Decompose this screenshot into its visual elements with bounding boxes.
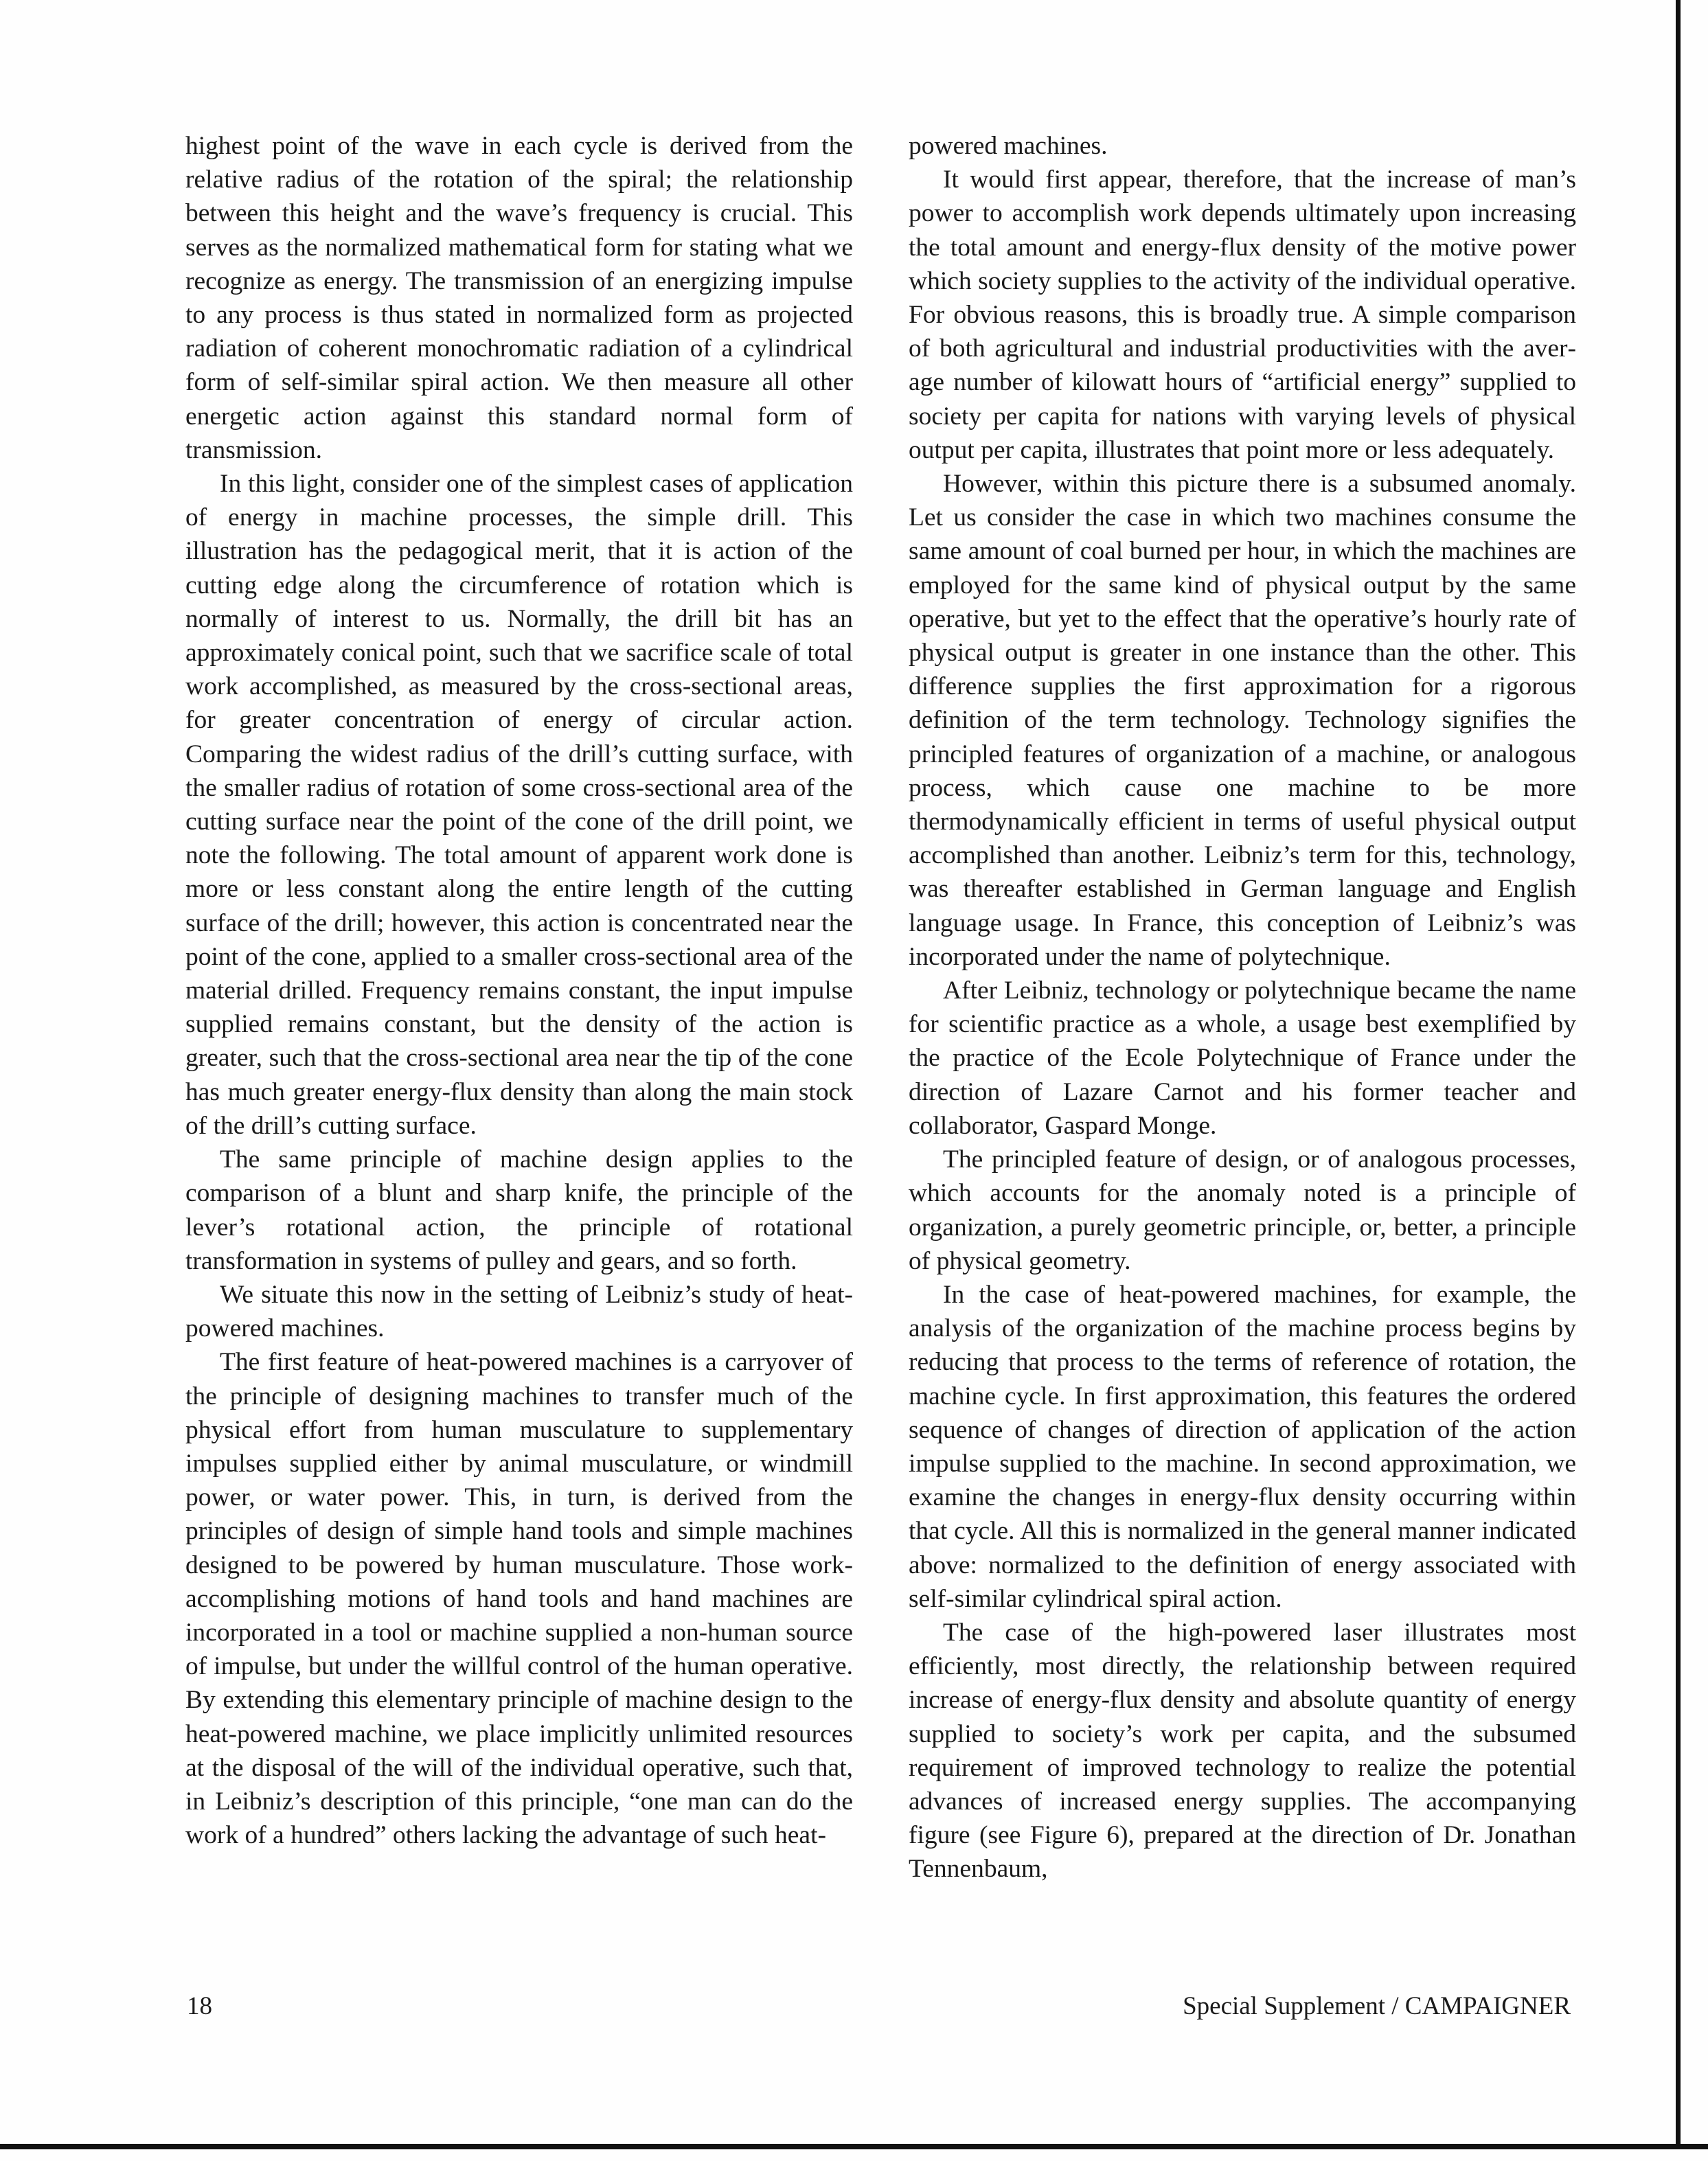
paragraph: We situate this now in the setting of Leibniz’s study of heat-powered machines. bbox=[185, 1280, 853, 1343]
paragraph: In the case of heat-powered machines, for example, the analysis of the organization of the machine process begins by reducing that process to the terms of reference of rotation, the machine cycle. In first approximation, this features the ordered sequence of changes of direction of application of the action impulse supplied to the machine. In second approximation, we examine the changes in energy-flux density occurring within that cycle. All this is normalized in the general manner indicated above: normalized to the definition of energy associated with self-similar cylindrical spiral action. bbox=[909, 1280, 1576, 1613]
paragraph: However, within this picture there is a subsumed anomaly. Let us consider the case in which two machines consume the same amount of coal burned per hour, in which the machines are employed for the same kind of physical output by the same operative, but yet to the effect that the operative’s hourly rate of physical output is greater in one instance than the other. This difference supplies the first approximation for a rigorous definition of the term technology. Technology signifies the principled features of organization of a machine, or analogous process, which cause one machine to be more thermodynamically efficient in terms of useful physical output accomplished than another. Leibniz’s term for this, technology, was thereafter established in German language and English language usage. In France, this conception of Leibniz’s was incorporated under the name of polytechnique. bbox=[909, 470, 1576, 971]
right-text-column bbox=[909, 129, 1576, 1886]
paragraph: It would first appear, therefore, that the increase of man’s power to accomplish work depends ultimately upon increasing the total amount and energy-flux density of the motive power which society supplies to the activity of the individual operative. For obvious reasons, this is broadly true. A simple comparison of both agricultural and industrial productivities with the average number of kilowatt hours of “artificial energy” supplied to society per capita for nations with varying levels of physical output per capita, illustrates that point more or less adequately. bbox=[909, 165, 1576, 464]
paragraph: The principled feature of design, or of analogous processes, which accounts for the anomaly noted is a principle of organization, a purely geometric principle, or, better, a principle of physical geometry. bbox=[909, 1145, 1576, 1275]
page-number: 18 bbox=[187, 1992, 212, 2020]
right-edge-rule bbox=[1676, 0, 1681, 2149]
paragraph: The same principle of machine design applies to the comparison of a blunt and sharp knife, the principle of the lever’s rotational action, the principle of rotational transformation in systems of pulley and gears, and so forth. bbox=[185, 1145, 853, 1275]
paragraph: The first feature of heat-powered machines is a carryover of the principle of designing machines to transfer much of the physical effort from human musculature to supplementary impulses supplied either by animal musculature, or windmill power, or water power. This, in turn, is derived from the principles of design of simple hand tools and simple machines designed to be powered by human musculature. Those work-accomplishing motions of hand tools and hand machines are incorporated in a tool or machine supplied a non-human source of impulse, but under the willful control of the human operative. By extending this elementary principle of machine design to the heat-powered machine, we place implicitly unlimited resources at the disposal of the will of the individual operative, such that, in Leibniz’s description of this principle, “one man can do the work of a hundred” others lacking the advantage of such heat- bbox=[185, 1348, 853, 1850]
publication-footer: Special Supplement / CAMPAIGNER bbox=[1183, 1992, 1571, 2020]
paragraph: highest point of the wave in each cycle is derived from the relative radius of the rotation of the spiral; the relationship between this height and the wave’s frequency is crucial. This serves as the normalized mathematical form for stating what we recognize as energy. The transmission of an energizing impulse to any process is thus stated in normalized form as projected radiation of coherent monochromatic radiation of a cylindrical form of self-similar spiral action. We then measure all other energetic action against this standard normal form of transmission. bbox=[185, 132, 853, 464]
paragraph: The case of the high-powered laser illustrates most efficiently, most directly, the relationship between required increase of energy-flux density and absolute quantity of energy supplied to society’s work per capita, and the subsumed requirement of improved technology to realize the potential advances of increased energy supplies. The accompanying figure (see Figure 6), prepared at the direction of Dr. Jonathan Tennenbaum, bbox=[909, 1618, 1576, 1884]
paragraph: powered machines. bbox=[909, 132, 1108, 160]
paragraph: In this light, consider one of the simplest cases of application of energy in machine processes, the simple drill. This illustration has the pedagogical merit, that it is action of the cutting edge along the circumference of rotation which is normally of interest to us. Normally, the drill bit has an approximately conical point, such that we sacrifice scale of total work accomplished, as measured by the cross-sectional areas, for greater concentration of energy of circular action. Comparing the widest radius of the drill’s cutting surface, with the smaller radius of rotation of some cross-sectional area of the cutting surface near the point of the cone of the drill point, we note the following. The total amount of apparent work done is more or less constant along the entire length of the cutting surface of the drill; however, this action is concentrated near the point of the cone, applied to a smaller cross-sectional area of the material drilled. Frequency remains constant, the input impulse supplied remains constant, but the density of the action is greater, such that the cross-sectional area near the tip of the cone has much greater energy-flux density than along the main stock of the drill’s cutting surface. bbox=[185, 470, 853, 1140]
paragraph: After Leibniz, technology or polytechnique became the name for scientific practice as a whole, a usage best exemplified by the practice of the Ecole Polytechnique of France under the direction of Lazare Carnot and his former teacher and collaborator, Gaspard Monge. bbox=[909, 976, 1576, 1140]
bottom-edge-rule bbox=[0, 2144, 1708, 2149]
left-text-column bbox=[185, 129, 853, 1852]
